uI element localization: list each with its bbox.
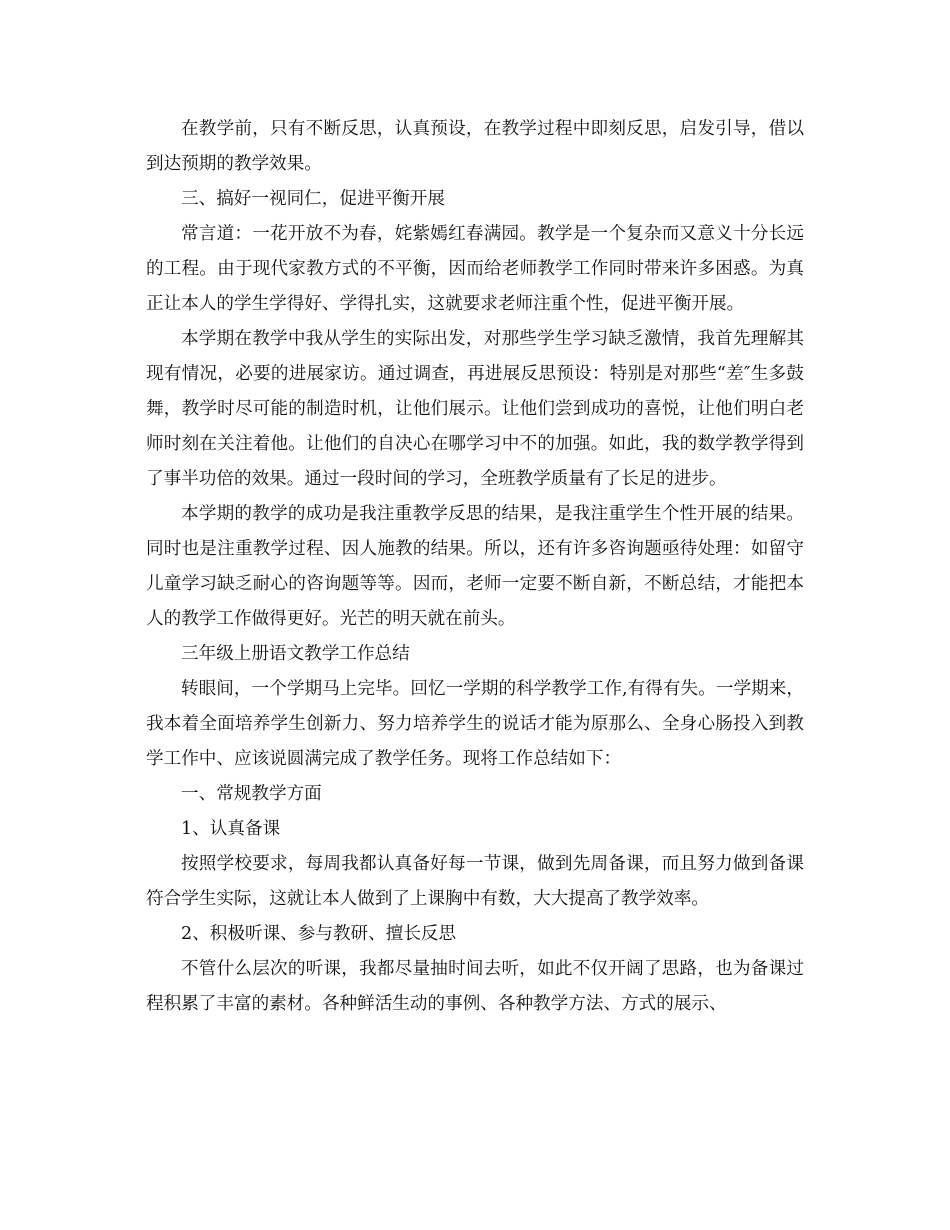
paragraph-lesson-prep: 按照学校要求，每周我都认真备好每一节课，做到先周备课，而且努力做到备课符合学生实际，这就让本人做到了上课胸中有数，大大提高了教学效率。 (146, 854, 804, 909)
paragraph-semester-practice: 本学期在教学中我从学生的实际出发，对那些学生学习缺乏激情，我首先理解其现有情况，必要的进展家访。通过调查，再进展反思预设：特别是对那些“差″生多鼓舞，教学时尽可能的制造时机，让他们展示。让他们尝到成功的喜悦，让他们明白老师时刻在关注着他。让他们的自决心在哪学习中不的加强。如此，我的数学教学得到了事半功倍的效果。通过一段时间的学习，全班教学质量有了长足的进步。 (146, 329, 804, 489)
subheading-lesson-prep: 1、认真备课 (181, 819, 281, 839)
paragraph-semester-success: 本学期的教学的成功是我注重教学反思的结果，是我注重学生个性开展的结果。同时也是注重教学过程、因人施教的结果。所以，还有许多咨询题亟待处理：如留守儿童学习缺乏耐心的咨询题等等。因而，老师一定要不断自新，不断总结，才能把本人的教学工作做得更好。光芒的明天就在前头。 (146, 504, 804, 629)
document-title-grade3-summary: 三年级上册语文教学工作总结 (181, 644, 410, 664)
paragraph-observation: 不管什么层次的听课，我都尽量抽时间去听，如此不仅开阔了思路，也为备课过程积累了丰富的素材。各种鲜活生动的事例、各种教学方法、方式的展示、 (146, 959, 804, 1014)
subheading-observation-research: 2、积极听课、参与教研、擅长反思 (181, 924, 457, 944)
section-heading-balance: 三、搞好一视同仁，促进平衡开展 (181, 189, 445, 209)
section-heading-routine-teaching: 一、常规教学方面 (181, 784, 322, 804)
document-body (146, 112, 804, 1022)
paragraph-proverb: 常言道：一花开放不为春，姹紫嫣红春满园。教学是一个复杂而又意义十分长远的工程。由于现代家教方式的不平衡，因而给老师教学工作同时带来许多困惑。为真正让本人的学生学得好、学得扎实，这就要求老师注重个性，促进平衡开展。 (146, 224, 804, 314)
paragraph-teaching-reflection: 在教学前，只有不断反思，认真预设，在教学过程中即刻反思，启发引导，借以到达预期的教学效果。 (146, 119, 804, 174)
paragraph-intro: 转眼间，一个学期马上完毕。回忆一学期的科学教学工作,有得有失。一学期来，我本着全面培养学生创新力、努力培养学生的说话才能为原那么、全身心肠投入到教学工作中、应该说圆满完成了教学任务。现将工作总结如下： (146, 679, 804, 769)
